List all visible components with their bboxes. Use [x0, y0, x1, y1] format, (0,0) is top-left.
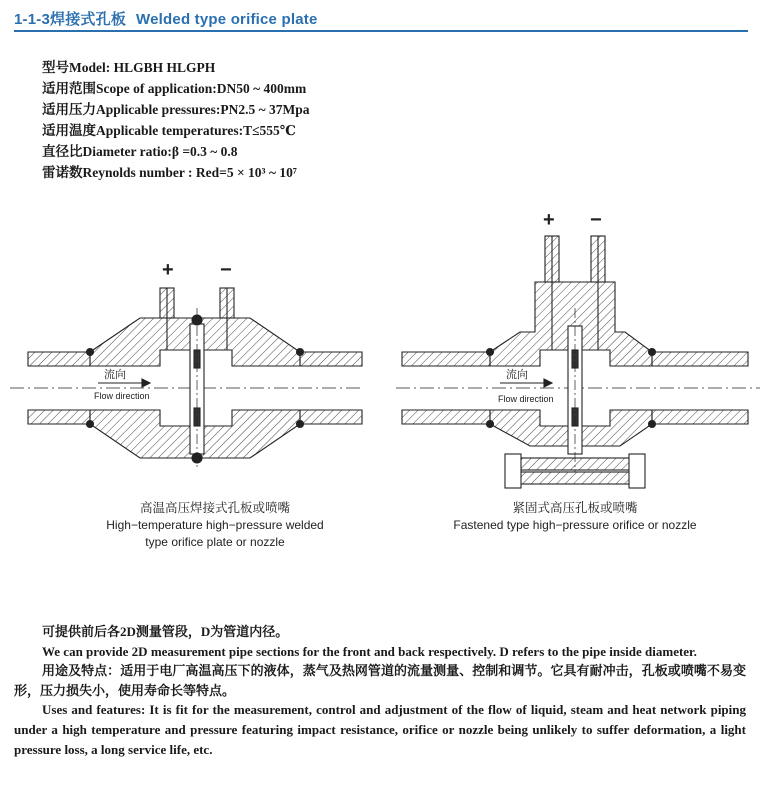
section-title-cn: 焊接式孔板: [50, 11, 127, 28]
caption-welded-en-2: type orifice plate or nozzle: [145, 535, 285, 549]
spec-list: [42, 57, 310, 183]
paragraph-2-cn: 用途及特点：适用于电厂高温高压下的液体，蒸气及热网管道的流量测量、控制和调节。它具有耐冲击，孔板或喷嘴不易变形，压力损失小，使用寿命长等特点。: [14, 663, 746, 698]
left-minus-label: −: [220, 259, 232, 281]
section-code: 1-1-3: [14, 11, 51, 28]
caption-welded-cn: 高温高压焊接式孔板或喷嘴: [139, 501, 290, 515]
section-title-en: Welded type orifice plate: [136, 11, 318, 28]
right-flow-cn: 流向: [506, 368, 528, 381]
title-underline: [14, 30, 748, 32]
right-plus-label: +: [543, 209, 555, 231]
caption-welded: [70, 500, 360, 551]
fastened-orifice-drawing: [396, 236, 760, 488]
caption-fastened: [430, 500, 720, 534]
spec-pressure: 适用压力Applicable pressures:PN2.5 ~ 37Mpa: [42, 102, 310, 117]
paragraph-1-cn: 可提供前后各2D测量管段，D为管道内径。: [42, 624, 289, 639]
spec-diameter-ratio: 直径比Diameter ratio:β =0.3 ~ 0.8: [42, 144, 238, 159]
right-minus-label: −: [590, 209, 602, 231]
right-flow-en: Flow direction: [498, 394, 554, 404]
technical-drawing: [0, 200, 780, 500]
left-flow-en: Flow direction: [94, 391, 150, 401]
spec-reynolds: 雷诺数Reynolds number : Red=5 × 10³ ~ 10⁷: [42, 165, 297, 180]
spec-model: 型号Model: HLGBH HLGPH: [42, 60, 216, 75]
left-flow-cn: 流向: [104, 368, 126, 381]
description-text: [14, 622, 746, 759]
caption-welded-en-1: High−temperature high−pressure welded: [106, 518, 324, 532]
section-title: [14, 8, 317, 29]
paragraph-1-en: We can provide 2D measurement pipe sections for the front and back respectively. D refers to the pipe inside diameter.: [42, 643, 697, 659]
caption-fastened-cn: 紧固式高压孔板或喷嘴: [512, 501, 638, 515]
paragraph-2-en: Uses and features: It is fit for the measurement, control and adjustment of the flow of liquid, steam and heat network piping under a high temperature and pressure featuring impact resistance, orifice or nozzle being unlikely to suffer deformation, a light pressure loss, a long service life, etc.: [14, 702, 746, 757]
spec-scope: 适用范围Scope of application:DN50 ~ 400mm: [42, 81, 307, 96]
welded-orifice-drawing: [10, 288, 362, 470]
left-plus-label: +: [162, 259, 174, 281]
caption-fastened-en-1: Fastened type high−pressure orifice or nozzle: [453, 518, 697, 532]
spec-temperature: 适用温度Applicable temperatures:T≤555℃: [42, 123, 296, 138]
